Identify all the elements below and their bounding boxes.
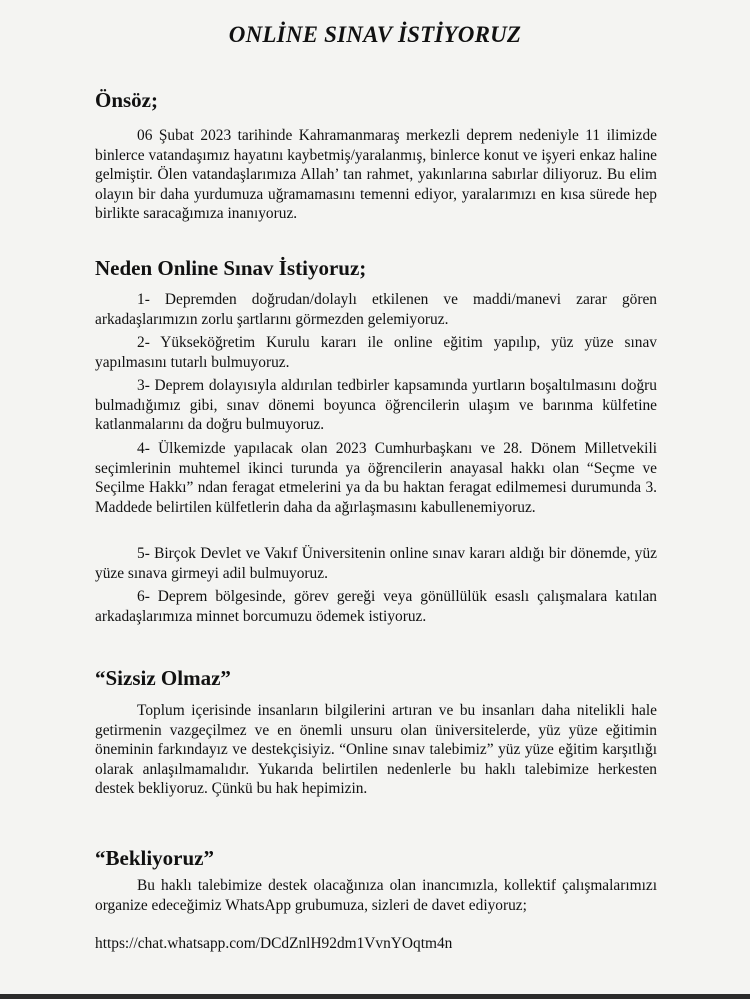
section-heading-bekliyoruz: “Bekliyoruz” — [95, 846, 214, 870]
section-heading-sizsiz-olmaz: “Sizsiz Olmaz” — [95, 666, 231, 690]
page-bottom-edge — [0, 994, 750, 999]
reason-item-5: 5- Birçok Devlet ve Vakıf Üniversitenin online sınav kararı aldığı bir dönemde, yüz yüze sınava girmeyi adil bulmuyoruz. — [95, 545, 657, 582]
reason-item-4: 4- Ülkemizde yapılacak olan 2023 Cumhurbaşkanı ve 28. Dönem Milletvekili seçimlerinin muhtemel ikinci turunda ya öğrencilerin anayasal hakkı olan “Seçme ve Seçilme Hakkı” ndan feragat etmelerini ya da bu haktan feragat edilmemesi durumunda 3. Maddede belirtilen külfetlerin daha da ağırlaşmasını kabullenemiyoruz. — [95, 440, 657, 516]
whatsapp-group-link[interactable]: https://chat.whatsapp.com/DCdZnlH92dm1VvnYOqtm4n — [95, 935, 453, 952]
reason-item-6: 6- Deprem bölgesinde, görev gereği veya gönüllülük esaslı çalışmalara katılan arkadaşlarımıza minnet borcumuzu ödemek istiyoruz. — [95, 588, 657, 625]
preface-paragraph: 06 Şubat 2023 tarihinde Kahramanmaraş merkezli deprem nedeniyle 11 ilimizde binlerce vatandaşımız hayatını kaybetmiş/yaralanmış, binlerce konut ve işyeri enkaz haline gelmiştir. Ölen vatandaşlarımıza Allah’ tan rahmet, yakınlarına sabırlar diliyoruz. Bu elim olayın bir daha yurdumuza uğramamasını temenni ediyor, yaralarımızı en kısa sürede hep birlikte saracağımıza inanıyoruz. — [95, 127, 657, 222]
section-heading-reasons: Neden Online Sınav İstiyoruz; — [95, 256, 367, 280]
sizsiz-olmaz-paragraph: Toplum içerisinde insanların bilgilerini artıran ve bu insanları daha nitelikli hale getirmenin vazgeçilmez ve en önemli unsuru olan üniversitelerde, yüz yüze eğitimin öneminin farkındayız ve destekçisiyiz. “Online sınav talebimiz” yüz yüze eğitim karşıtlığı olarak anlaşılmamalıdır. Yukarıda belirtilen nedenlerle bu haklı talebimize herkesten destek bekliyoruz. Çünkü bu hak hepimizin. — [95, 702, 657, 797]
reason-item-3: 3- Deprem dolayısıyla aldırılan tedbirler kapsamında yurtların boşaltılmasını doğru bulmadığımız gibi, sınav dönemi boyunca öğrencilerin ulaşım ve barınma külfetine katlanmalarını da doğru bulmuyoruz. — [95, 377, 657, 433]
section-heading-preface: Önsöz; — [95, 88, 158, 112]
document-title: ONLİNE SINAV İSTİYORUZ — [228, 22, 522, 47]
bekliyoruz-paragraph: Bu haklı talebimize destek olacağınıza olan inancımızla, kollektif çalışmalarımızı organize edeceğimiz WhatsApp grubumuza, sizleri de davet ediyoruz; — [95, 877, 657, 914]
reason-item-2: 2- Yükseköğretim Kurulu kararı ile online eğitim yapılıp, yüz yüze sınav yapılmasını tutarlı bulmuyoruz. — [95, 334, 657, 371]
reason-item-1: 1- Depremden doğrudan/dolaylı etkilenen ve maddi/manevi zarar gören arkadaşlarımızın zorlu şartlarını görmezden gelemiyoruz. — [95, 291, 657, 328]
